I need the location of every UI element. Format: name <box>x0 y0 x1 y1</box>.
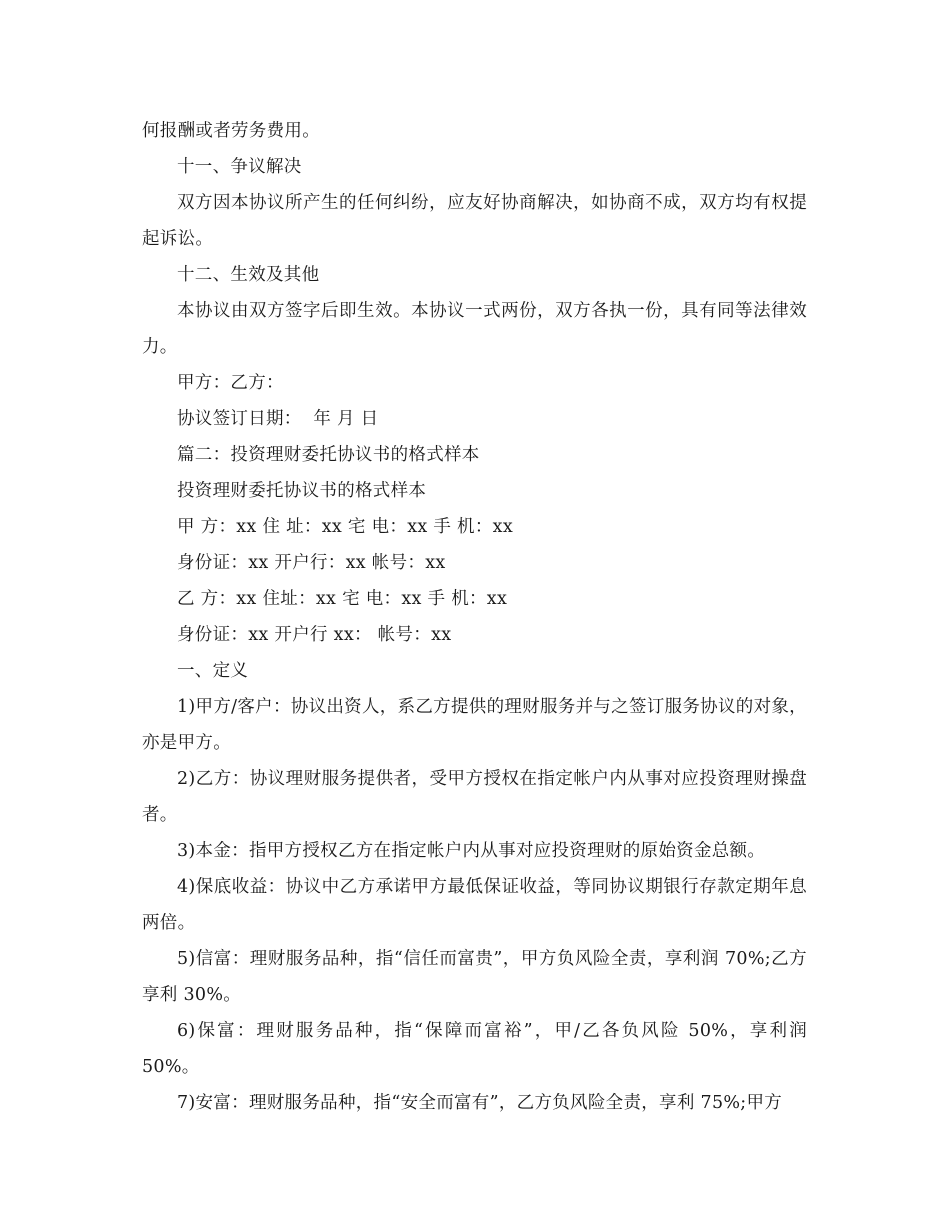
paragraph: 2)乙方：协议理财服务提供者，受甲方授权在指定帐户内从事对应投资理财操盘者。 <box>142 769 807 825</box>
paragraph: 十一、争议解决 <box>177 157 302 177</box>
paragraph: 十二、生效及其他 <box>177 265 320 285</box>
paragraph: 双方因本协议所产生的任何纠纷，应友好协商解决，如协商不成，双方均有权提起诉讼。 <box>142 193 807 249</box>
paragraph: 身份证：xx 开户行 xx： 帐号：xx <box>177 625 452 645</box>
paragraph: 4)保底收益：协议中乙方承诺甲方最低保证收益，等同协议期银行存款定期年息两倍。 <box>142 877 807 933</box>
paragraph: 本协议由双方签字后即生效。本协议一式两份，双方各执一份，具有同等法律效力。 <box>142 301 807 357</box>
paragraph: 投资理财委托协议书的格式样本 <box>177 481 427 501</box>
paragraph: 5)信富：理财服务品种，指“信任而富贵”，甲方负风险全责，享利润 70%;乙方享利 30%。 <box>142 949 807 1005</box>
paragraph: 篇二：投资理财委托协议书的格式样本 <box>177 445 480 465</box>
paragraph: 1)甲方/客户：协议出资人，系乙方提供的理财服务并与之签订服务协议的对象，亦是甲方。 <box>142 697 807 753</box>
paragraph: 6)保富：理财服务品种，指“保障而富裕”，甲/乙各负风险 50%，享利润 50%。 <box>142 1021 813 1077</box>
paragraph: 乙 方：xx 住址：xx 宅 电：xx 手 机：xx <box>177 589 508 609</box>
paragraph: 协议签订日期： 年 月 日 <box>177 409 379 429</box>
paragraph: 3)本金：指甲方授权乙方在指定帐户内从事对应投资理财的原始资金总额。 <box>177 841 766 861</box>
paragraph: 一、定义 <box>177 661 249 681</box>
paragraph: 7)安富：理财服务品种，指“安全而富有”，乙方负风险全责，享利 75%;甲方 <box>177 1093 783 1113</box>
paragraph: 甲 方：xx 住 址：xx 宅 电：xx 手 机：xx <box>177 517 513 537</box>
document-body <box>142 113 813 1121</box>
paragraph: 身份证：xx 开户行：xx 帐号：xx <box>177 553 446 573</box>
paragraph: 甲方：乙方： <box>177 373 284 393</box>
paragraph: 何报酬或者劳务费用。 <box>142 121 320 141</box>
